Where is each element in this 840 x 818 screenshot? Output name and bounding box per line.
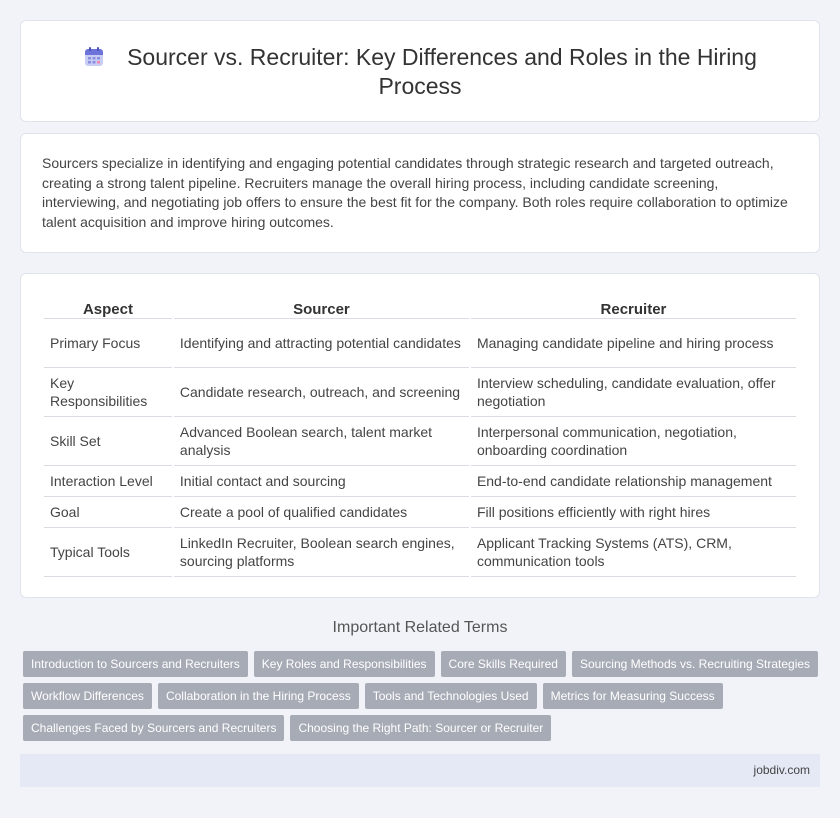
cell-recruiter: Interpersonal communication, negotiation, onboarding coordination <box>471 417 796 466</box>
related-term-tag[interactable]: Tools and Technologies Used <box>365 683 537 709</box>
cell-recruiter: Fill positions efficiently with right hires <box>471 497 796 528</box>
table-row <box>44 417 796 466</box>
cell-sourcer: LinkedIn Recruiter, Boolean search engines, sourcing platforms <box>174 528 469 577</box>
cell-sourcer: Create a pool of qualified candidates <box>174 497 469 528</box>
related-term-tag[interactable]: Collaboration in the Hiring Process <box>158 683 359 709</box>
related-term-tag[interactable]: Workflow Differences <box>23 683 152 709</box>
cell-recruiter: Applicant Tracking Systems (ATS), CRM, communication tools <box>471 528 796 577</box>
cell-sourcer: Candidate research, outreach, and screening <box>174 368 469 417</box>
header-recruiter: Recruiter <box>471 296 796 319</box>
related-term-tag[interactable]: Challenges Faced by Sourcers and Recruiters <box>23 715 284 741</box>
table-row <box>44 528 796 577</box>
title-card <box>20 20 820 122</box>
related-term-tag[interactable]: Key Roles and Responsibilities <box>254 651 435 677</box>
table-row <box>44 497 796 528</box>
cell-aspect: Goal <box>44 497 172 528</box>
header-sourcer: Sourcer <box>174 296 469 319</box>
tag-row <box>23 683 823 715</box>
related-term-tag[interactable]: Core Skills Required <box>441 651 566 677</box>
cell-aspect: Skill Set <box>44 417 172 466</box>
cell-recruiter: End-to-end candidate relationship management <box>471 466 796 497</box>
comparison-table <box>42 296 798 577</box>
page-title: Sourcer vs. Recruiter: Key Differences and Roles in the Hiring Process <box>127 44 757 99</box>
related-term-tag[interactable]: Metrics for Measuring Success <box>543 683 723 709</box>
cell-recruiter: Interview scheduling, candidate evaluation, offer negotiation <box>471 368 796 417</box>
related-term-tag[interactable]: Choosing the Right Path: Sourcer or Recruiter <box>290 715 551 741</box>
related-term-tag[interactable]: Sourcing Methods vs. Recruiting Strategies <box>572 651 818 677</box>
cell-recruiter: Managing candidate pipeline and hiring process <box>471 319 796 368</box>
tag-row <box>23 651 823 683</box>
table-header-row <box>44 296 796 319</box>
cell-aspect: Interaction Level <box>44 466 172 497</box>
intro-paragraph: Sourcers specialize in identifying and engaging potential candidates through strategic research and targeted outreach, creating a strong talent pipeline. Recruiters manage the overall hiring process, including candidate screening, interviewing, and negotiating job offers to ensure the best fit for the company. Both roles require collaboration to optimize talent acquisition and improve hiring outcomes. <box>42 155 788 230</box>
table-row <box>44 319 796 368</box>
cell-aspect: Typical Tools <box>44 528 172 577</box>
header-aspect: Aspect <box>44 296 172 319</box>
table-row <box>44 368 796 417</box>
intro-card <box>20 133 820 253</box>
related-term-tag[interactable]: Introduction to Sourcers and Recruiters <box>23 651 248 677</box>
page-title-wrap <box>21 43 819 101</box>
related-terms-list <box>23 651 823 747</box>
cell-aspect: Key Responsibilities <box>44 368 172 417</box>
cell-sourcer: Initial contact and sourcing <box>174 466 469 497</box>
calendar-icon <box>83 46 105 68</box>
cell-sourcer: Advanced Boolean search, talent market analysis <box>174 417 469 466</box>
related-terms-heading: Important Related Terms <box>332 619 508 636</box>
comparison-card <box>20 273 820 598</box>
footer <box>20 754 820 787</box>
cell-aspect: Primary Focus <box>44 319 172 368</box>
table-row <box>44 466 796 497</box>
footer-site-link[interactable]: jobdiv.com <box>753 763 810 777</box>
cell-sourcer: Identifying and attracting potential candidates <box>174 319 469 368</box>
tag-row <box>23 715 823 747</box>
